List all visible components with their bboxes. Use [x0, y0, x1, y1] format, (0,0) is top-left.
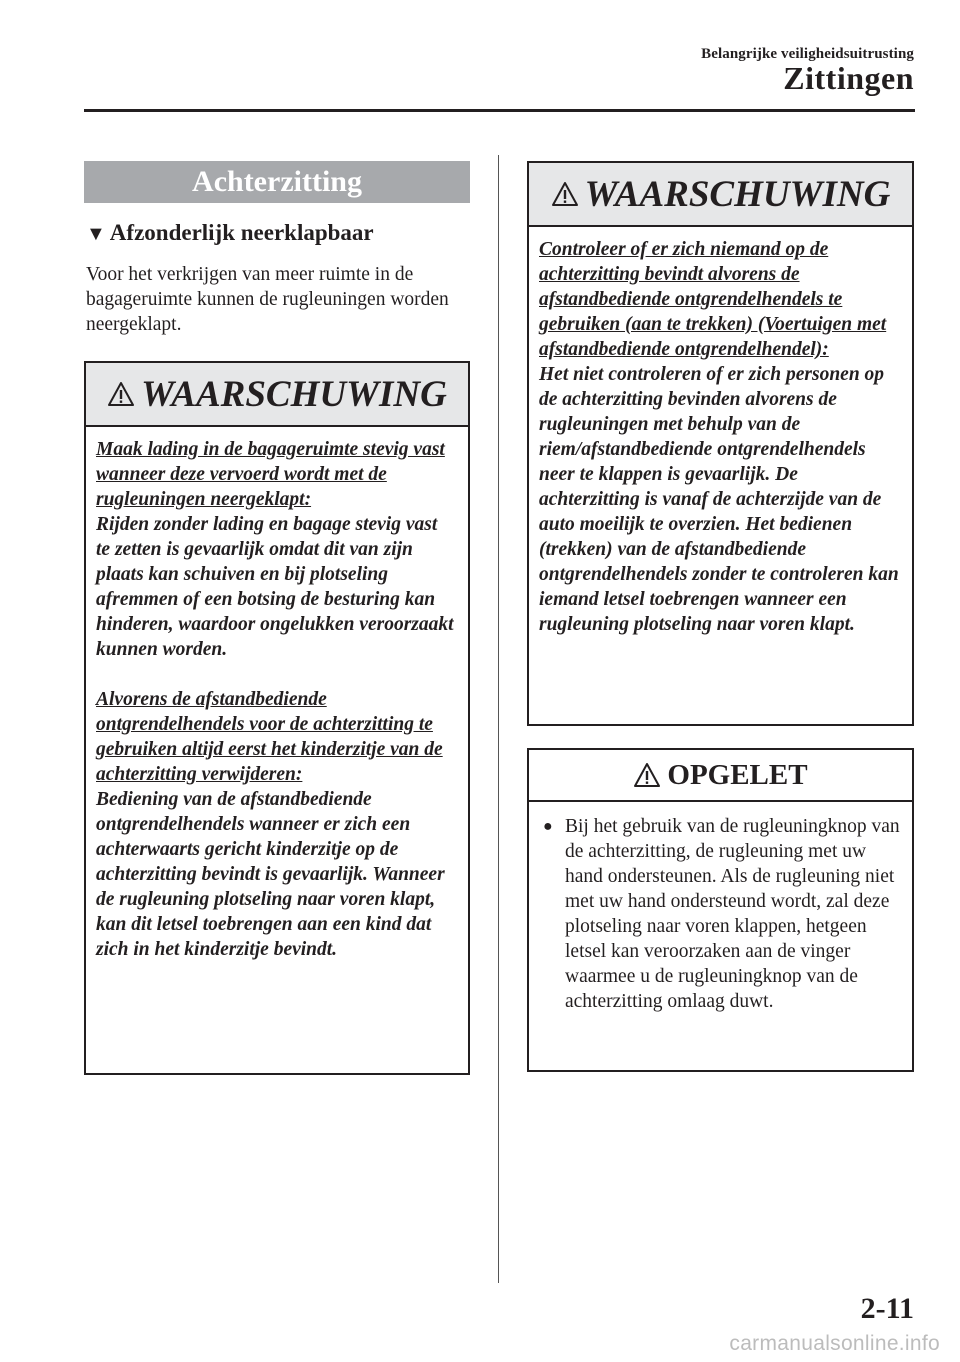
intro-paragraph: Voor het verkrijgen van meer ruimte in de bagageruimte kunnen de rugleuningen worden neergeklapt.	[86, 264, 449, 335]
caution-box-header	[529, 750, 912, 802]
header-rule	[84, 109, 915, 112]
warning-box-2	[527, 161, 914, 726]
bullet-icon: ●	[543, 818, 553, 835]
warning-text: Rijden zonder lading en bagage stevig vast te zetten is gevaarlijk omdat dit van zijn plaats kan schuiven en bij plotseling afremmen of een botsing de besturing kan hinderen, waardoor ongelukken veroorzaakt kunnen worden.	[96, 514, 454, 660]
warning-heading: Alvorens de afstandbediende ontgrendelhendels voor de achterzitting te gebruiken altijd eerst het kinderzitje van de achterzitting verwijderen:	[96, 689, 443, 785]
watermark: carmanualsonline.info	[729, 1332, 940, 1355]
warning-box-body	[86, 427, 468, 962]
warning-heading: Controleer of er zich niemand op de achterzitting bevindt alvorens de afstandbediende ontgrendelhendels te gebruiken (aan te trekken) (Voertuigen met afstandbediende ontgrendelhendel):	[539, 239, 887, 360]
caution-box	[527, 748, 914, 1072]
caution-text: Bij het gebruik van de rugleuningknop van de achterzitting, de rugleuning met uw hand ondersteunen. Als de rugleuning niet met uw hand ondersteund wordt, zal deze plotseling naar voren klappen, hetgeen letsel kan veroorzaken aan de vinger waarmee u de rugleuningknop van de achterzitting omlaag duwt.	[565, 816, 900, 1012]
column-divider	[498, 155, 499, 1283]
caution-box-body	[529, 802, 912, 1014]
warning-triangle-icon	[633, 762, 661, 788]
subheading-text: Afzonderlijk neerklapbaar	[109, 220, 374, 245]
subheading	[86, 220, 374, 246]
page-title: Zittingen	[783, 60, 914, 96]
caution-title: OPGELET	[667, 758, 808, 791]
warning-title: WAARSCHUWING	[141, 373, 447, 415]
warning-box-header	[529, 163, 912, 227]
warning-triangle-icon	[551, 181, 579, 207]
warning-heading: Maak lading in de bagageruimte stevig vast wanneer deze vervoerd wordt met de rugleuningen neergeklapt:	[96, 439, 445, 510]
warning-text: Het niet controleren of er zich personen op de achterzitting bevinden alvorens de rugleuningen met behulp van de riem/afstandbediende ontgrendelhendels neer te klappen is gevaarlijk. De achterzitting is vanaf de achterzijde van de auto moeilijk te overzien. Het bedienen (trekken) van de afstandbediende ontgrendelhendels zonder te controleren kan iemand letsel toebrengen wanneer een rugleuning plotseling naar voren klapt.	[539, 364, 899, 635]
page-number: 2-11	[860, 1292, 914, 1325]
section-banner: Achterzitting	[84, 161, 470, 203]
warning-box-1	[84, 361, 470, 1075]
warning-box-header	[86, 363, 468, 427]
warning-title: WAARSCHUWING	[584, 173, 891, 215]
warning-triangle-icon	[107, 381, 135, 407]
triangle-marker-icon: ▼	[86, 223, 106, 245]
chapter-label: Belangrijke veiligheidsuitrusting	[701, 46, 914, 62]
warning-text: Bediening van de afstandbediende ontgrendelhendels wanneer er zich een achterwaarts gericht kinderzitje op de achterzitting bevindt is gevaarlijk. Wanneer de rugleuning plotseling naar voren klapt, kan dit letsel toebrengen aan een kind dat zich in het kinderzitje bevindt.	[96, 789, 445, 960]
warning-box-body	[529, 227, 912, 637]
